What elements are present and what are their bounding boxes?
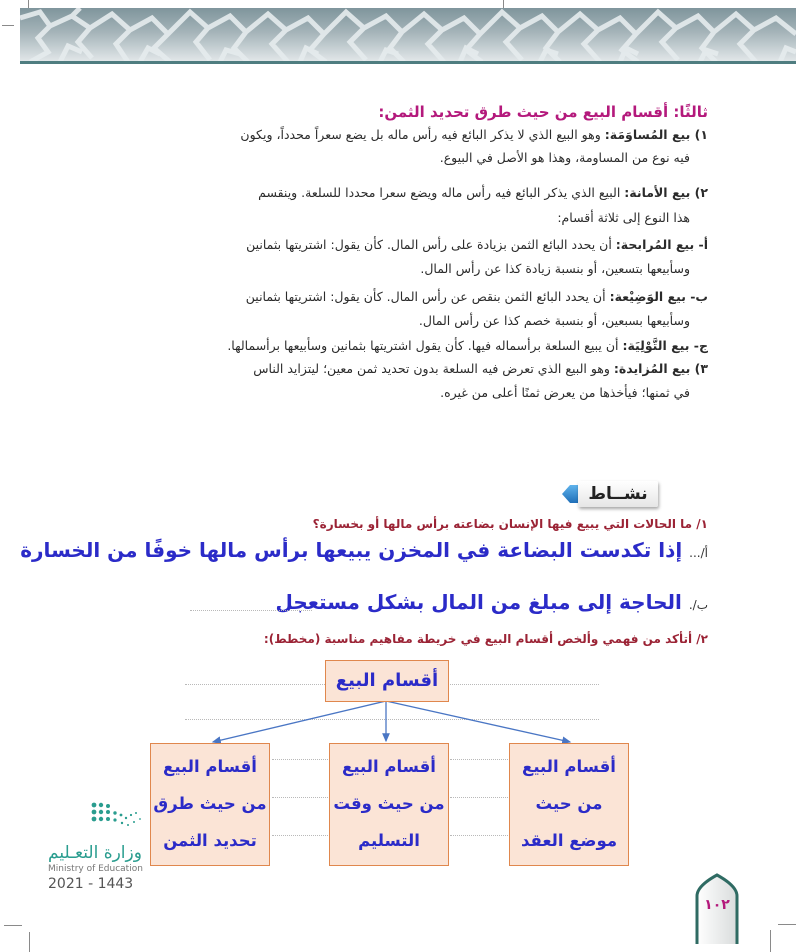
line-text: وسأبيعها بتسعين، أو بنسبة زيادة كذا عن رأس المال. (420, 261, 690, 276)
line-text: أن يبيع السلعة برأسماله فيها. كأن يقول اشتريتها بثمانين وسأبيعها برأسمالها. (227, 338, 623, 353)
edition-year: 2021 - 1443 (48, 876, 134, 892)
term-muzayada: ٣) بيع المُزايدة: (613, 361, 708, 376)
concept-box-contract-location: أقسام البيع من حيث موضع العقد (509, 743, 629, 866)
question-1: ١/ ما الحالات التي يبيع فيها الإنسان بضاعته برأس مالها أو بخسارة؟ (312, 517, 708, 531)
line-text: في ثمنها؛ فيأخذها من يعرض ثمنًا أعلى من غيره. (440, 385, 690, 400)
ministry-logo-icon (90, 801, 150, 831)
activity-label: نشــاط (578, 481, 658, 507)
answer-a-prefix: أ/... (689, 546, 708, 560)
term-tawliya: ج- بيع التَّوْلِيَة: (622, 338, 708, 353)
line-text: وسأبيعها بسبعين، أو بنسبة خصم كذا عن رأس المال. (418, 313, 690, 328)
page-number: ١٠٢ (704, 897, 730, 913)
line-text: البيع الذي يذكر البائع فيه رأس ماله ويضع سعرا محددا للسلعة. وينقسم (258, 185, 625, 200)
concept-root-box: أقسام البيع (325, 660, 449, 702)
term-wadia: ب- بيع الوَضِيْعة: (609, 289, 708, 304)
concept-box-price-methods: أقسام البيع من حيث طرق تحديد الثمن (150, 743, 270, 866)
line-text: وهو البيع الذي لا يذكر البائع فيه رأس ماله بل يضع سعراً محدداً، ويكون (240, 127, 605, 142)
answer-b-text: الحاجة إلى مبلغ من المال بشكل مستعجل (275, 590, 682, 614)
line-text: أن يحدد البائع الثمن بنقص عن رأس المال. كأن يقول: اشتريتها بثمانين (245, 289, 610, 304)
arrow-right (386, 701, 570, 742)
line-text: وهو البيع الذي تعرض فيه السلعة بدون تحديد ثمن معين؛ ليتزايد الناس (253, 361, 614, 376)
term-murabaha: أ- بيع المُرابحة: (615, 237, 708, 252)
line-text: هذا النوع إلى ثلاثة أقسام: (557, 210, 690, 225)
answer-b-prefix: ب/. (688, 598, 708, 612)
term-amana: ٢) بيع الأمانة: (624, 185, 708, 200)
ministry-name-ar: وزارة التعـليم (48, 843, 142, 863)
section-title: ثالثًا: أقسام البيع من حيث طرق تحديد الثمن: (378, 103, 708, 121)
question-2: ٢/ أتأكد من فهمي وألخص أقسام البيع في خريطة مفاهيم مناسبة (مخطط): (263, 632, 708, 646)
line-text: فيه نوع من المساومة، وهذا هو الأصل في البيوع. (439, 150, 690, 165)
arrow-left (213, 701, 386, 742)
answer-a-text: إذا تكدست البضاعة في المخزن يبيعها برأس مالها خوفًا من الخسارة (20, 538, 683, 562)
term-musawama: ١) بيع المُساوَمَة: (604, 127, 708, 142)
line-text: أن يحدد البائع الثمن بزيادة على رأس المال. كأن يقول: اشتريتها بثمانين (246, 237, 616, 252)
concept-box-delivery-time: أقسام البيع من حيث وقت التسليم (329, 743, 449, 866)
ministry-name-en: Ministry of Education (48, 864, 143, 874)
